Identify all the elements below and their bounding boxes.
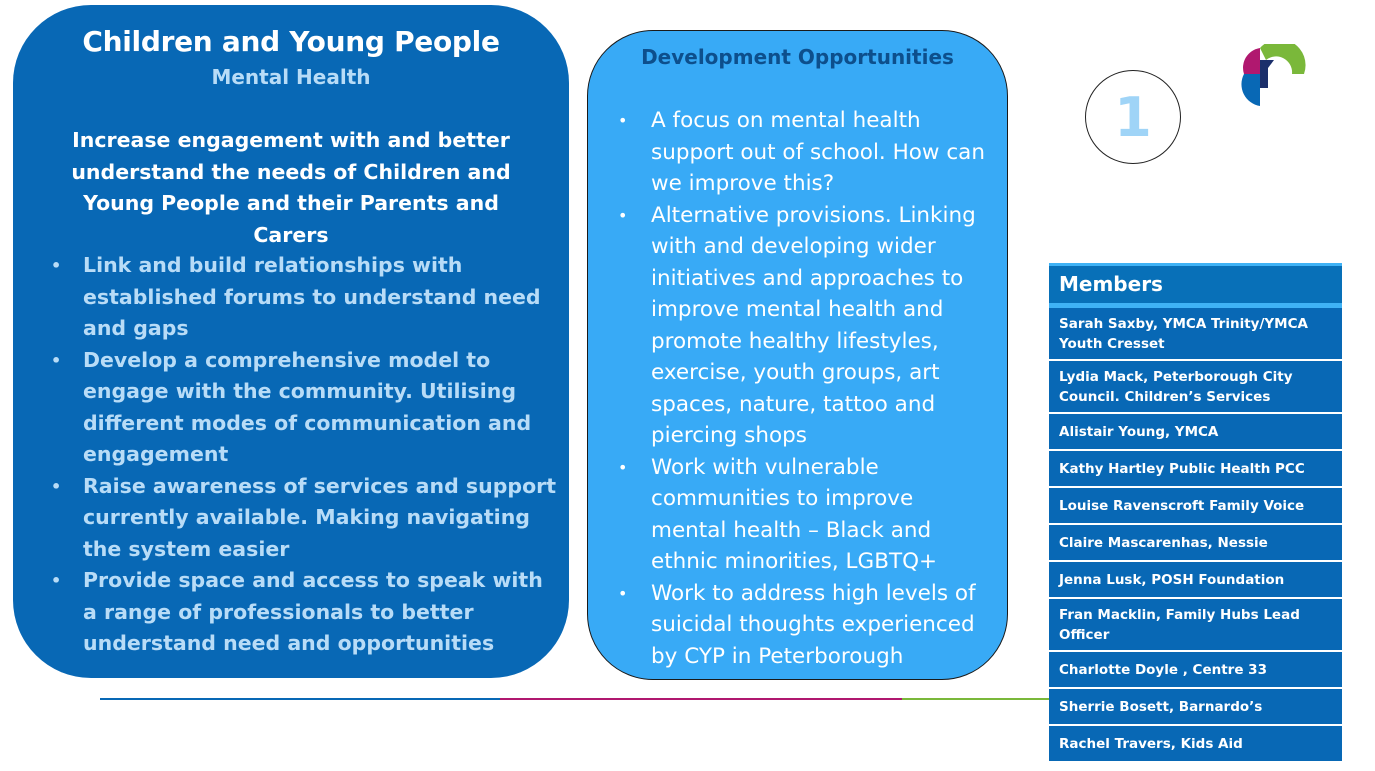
member-row: Rachel Travers, Kids Aid	[1049, 726, 1342, 763]
divider-blue	[100, 698, 500, 700]
list-item-text: A focus on mental health support out of school. How can we improve this?	[651, 108, 985, 196]
organisation-logo-icon	[1238, 44, 1308, 108]
list-item	[48, 471, 563, 566]
bullet-icon: •	[618, 583, 628, 603]
page-number-badge: 1	[1085, 70, 1181, 164]
list-item	[615, 452, 995, 578]
list-item	[48, 345, 563, 471]
bullet-icon: •	[51, 256, 62, 275]
list-item-text: Raise awareness of services and support currently available. Making navigating the system easier	[83, 473, 557, 561]
list-item	[48, 565, 563, 660]
bullet-icon: •	[51, 476, 62, 496]
member-row: Jenna Lusk, POSH Foundation	[1049, 562, 1342, 599]
list-item	[615, 105, 995, 200]
card-subtitle: Mental Health	[211, 65, 371, 89]
list-item-text: Alternative provisions. Linking with and developing wider initiatives and approaches to improve mental health and promote healthy lifestyles, exercise, youth groups, art spaces, nature, tattoo and piercing shops	[651, 202, 976, 448]
member-row: Sarah Saxby, YMCA Trinity/YMCA Youth Cresset	[1049, 308, 1342, 361]
member-row: Kathy Hartley Public Health PCC	[1049, 451, 1342, 488]
list-item-text: Link and build relationships with established forums to understand need and gaps	[83, 253, 541, 340]
member-row: Charlotte Doyle , Centre 33	[1049, 652, 1342, 689]
members-table	[1049, 263, 1342, 763]
list-item-text: Develop a comprehensive model to engage with the community. Utilising different modes of communication and engagement	[83, 347, 532, 466]
list-item-text: Work to address high levels of suicidal thoughts experienced by CYP in Peterborough	[651, 580, 976, 669]
bullet-icon: •	[618, 111, 628, 130]
divider-green	[902, 698, 1049, 700]
members-heading: Members	[1049, 263, 1342, 308]
list-item-text: Work with vulnerable communities to improve mental health – Black and ethnic minorities, LGBTQ+	[651, 454, 938, 574]
cyp-mental-health-card	[13, 5, 569, 678]
bullet-icon: •	[618, 457, 628, 477]
bullet-icon: •	[51, 350, 62, 370]
member-row: Claire Mascarenhas, Nessie	[1049, 525, 1342, 562]
development-opportunities-card	[587, 30, 1008, 680]
card-title: Development Opportunities	[641, 45, 954, 69]
list-item	[615, 200, 995, 452]
list-item	[48, 250, 563, 345]
member-row: Lydia Mack, Peterborough City Council. Children’s Services	[1049, 361, 1342, 414]
list-item	[615, 578, 995, 673]
bullet-icon: •	[618, 205, 628, 225]
opportunities-list	[615, 105, 995, 672]
member-row: Sherrie Bosett, Barnardo’s	[1049, 689, 1342, 726]
divider-magenta	[500, 698, 902, 700]
card-heading: Increase engagement with and better understand the needs of Children and Young People and their Parents and Carers	[71, 128, 511, 247]
member-row: Louise Ravenscroft Family Voice	[1049, 488, 1342, 525]
card-title: Children and Young People	[82, 25, 500, 58]
list-item-text: Provide space and access to speak with a range of professionals to better understand need and opportunities	[83, 568, 543, 655]
aims-list	[48, 250, 563, 660]
member-row: Fran Macklin, Family Hubs Lead Officer	[1049, 599, 1342, 652]
member-row: Alistair Young, YMCA	[1049, 414, 1342, 451]
bullet-icon: •	[51, 571, 62, 590]
